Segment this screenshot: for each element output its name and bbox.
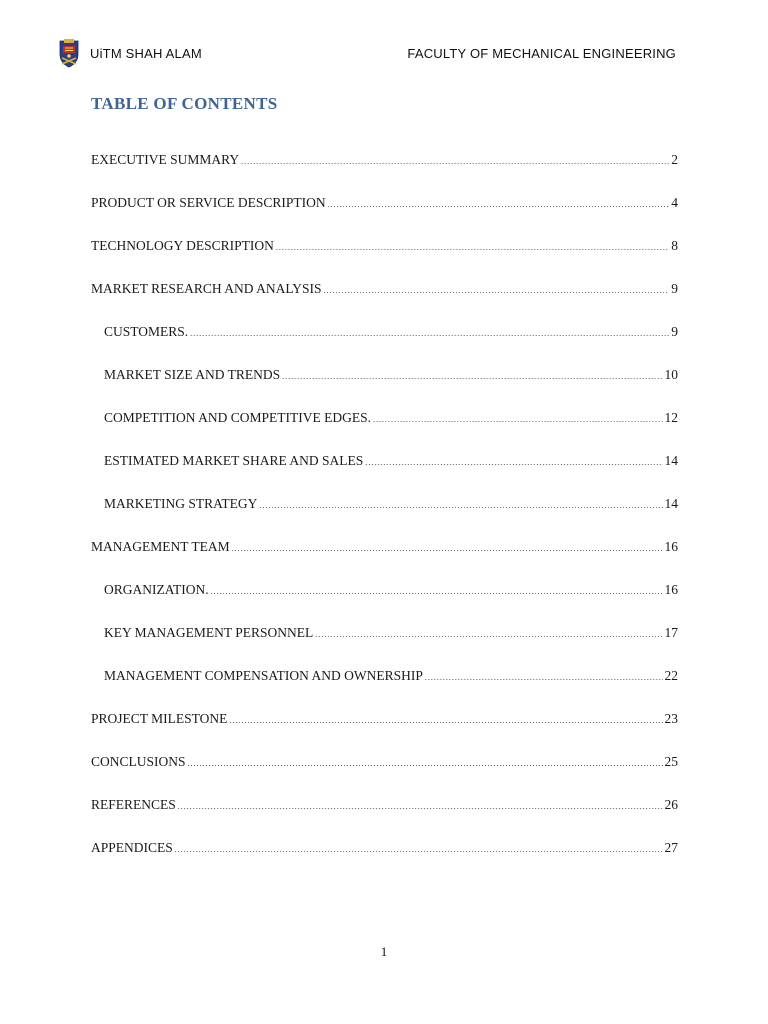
toc-page-number: 9 [671,281,678,296]
toc-leader-dots [365,458,662,467]
toc-leader-dots [241,157,669,166]
toc-label: MANAGEMENT TEAM [91,539,230,554]
toc-page-number: 16 [664,539,678,554]
toc-leader-dots [282,372,662,381]
header-institution: UiTM SHAH ALAM [90,46,202,61]
toc-label: MANAGEMENT COMPENSATION AND OWNERSHIP [104,668,423,683]
toc-label: KEY MANAGEMENT PERSONNEL [104,625,314,640]
toc-leader-dots [425,673,663,682]
toc-subentry[interactable] [91,582,678,625]
toc-leader-dots [211,587,663,596]
toc-label: TECHNOLOGY DESCRIPTION [91,238,274,253]
toc-page-number: 23 [664,711,678,726]
toc-entry[interactable] [91,840,678,883]
university-crest-icon [58,38,80,68]
toc-label: MARKET SIZE AND TRENDS [104,367,281,382]
toc-leader-dots [324,286,670,295]
toc-label: MARKETING STRATEGY [104,496,258,511]
toc-entry[interactable] [91,754,678,797]
toc-page-number: 2 [671,152,678,167]
toc-page-number: 17 [664,625,678,640]
toc-leader-dots [315,630,662,639]
toc-subentry[interactable] [91,668,678,711]
toc-entry[interactable] [91,281,678,324]
toc-label: MARKET RESEARCH AND ANALYSIS [91,281,322,296]
page-title: TABLE OF CONTENTS [91,94,278,113]
toc-page-number: 14 [664,496,678,511]
toc-subentry[interactable] [91,324,678,367]
toc-page-number: 10 [664,367,678,382]
page-number: 1 [380,944,388,959]
toc-leader-dots [190,329,669,338]
toc-entry[interactable] [91,711,678,754]
toc-entry[interactable] [91,539,678,582]
toc-subentry[interactable] [91,625,678,668]
toc-label: REFERENCES [91,797,176,812]
toc-subentry[interactable] [91,496,678,539]
toc-label: PROJECT MILESTONE [91,711,228,726]
toc-page-number: 22 [664,668,678,683]
toc-page-number: 25 [664,754,678,769]
toc-leader-dots [276,243,669,252]
toc-leader-dots [328,200,670,209]
toc-label: EXECUTIVE SUMMARY [91,152,240,167]
toc-label: PRODUCT OR SERVICE DESCRIPTION [91,195,326,210]
toc-subentry[interactable] [91,367,678,410]
toc-entry[interactable] [91,152,678,195]
toc-entry[interactable] [91,238,678,281]
toc-leader-dots [373,415,663,424]
toc-leader-dots [188,759,663,768]
toc-leader-dots [232,544,663,553]
toc-page-number: 9 [671,324,678,339]
toc-subentry[interactable] [91,453,678,496]
toc-label: CUSTOMERS. [104,324,189,339]
toc-subentry[interactable] [91,410,678,453]
toc-page-number: 27 [664,840,678,855]
toc-leader-dots [178,802,663,811]
toc-page-number: 4 [671,195,678,210]
page-header [58,38,676,72]
toc-label: ORGANIZATION. [104,582,209,597]
toc-leader-dots [229,716,662,725]
toc-label: ESTIMATED MARKET SHARE AND SALES [104,453,364,468]
toc-page-number: 8 [671,238,678,253]
toc-label: CONCLUSIONS [91,754,186,769]
toc-page-number: 12 [664,410,678,425]
table-of-contents [91,152,678,883]
toc-entry[interactable] [91,195,678,238]
toc-label: COMPETITION AND COMPETITIVE EDGES. [104,410,371,425]
toc-leader-dots [175,845,663,854]
toc-leader-dots [259,501,662,510]
toc-page-number: 14 [664,453,678,468]
toc-label: APPENDICES [91,840,173,855]
toc-page-number: 26 [664,797,678,812]
toc-page-number: 16 [664,582,678,597]
toc-entry[interactable] [91,797,678,840]
header-faculty: FACULTY OF MECHANICAL ENGINEERING [407,46,676,61]
